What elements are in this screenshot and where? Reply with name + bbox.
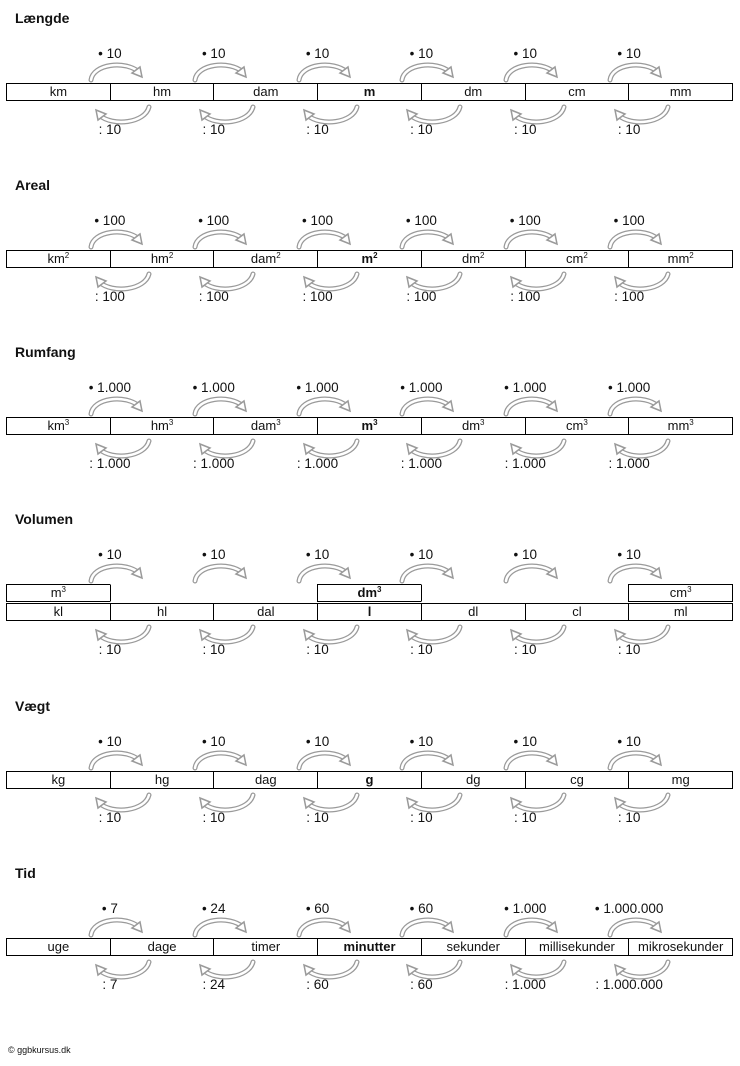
unit-cell bbox=[317, 250, 421, 268]
multiply-factor: • 10 bbox=[409, 734, 434, 749]
multiply-factor: • 10 bbox=[305, 547, 330, 562]
unit-label: m bbox=[361, 418, 374, 433]
multiply-factor: • 10 bbox=[201, 547, 226, 562]
multiply-factor: • 10 bbox=[305, 734, 330, 749]
divide-factor: : 100 bbox=[198, 289, 229, 304]
unit-cell bbox=[110, 83, 214, 101]
unit-label: dm bbox=[464, 84, 483, 99]
unit-cell bbox=[525, 417, 629, 435]
top-unit-cell bbox=[6, 584, 110, 602]
top-unit-cell bbox=[213, 584, 317, 602]
multiply-arrow-icon bbox=[85, 60, 155, 84]
unit-cell bbox=[525, 83, 629, 101]
multiply-arrow-icon bbox=[604, 561, 674, 585]
multiply-arrow-icon bbox=[396, 561, 466, 585]
unit-cell bbox=[213, 250, 317, 268]
divide-factor: : 1.000 bbox=[504, 977, 546, 992]
multiply-arrow-icon bbox=[500, 394, 570, 418]
multiply-arrow-icon bbox=[85, 227, 155, 251]
unit-cell bbox=[317, 603, 421, 621]
unit-label: dm bbox=[357, 585, 378, 600]
multiply-factor: • 1.000 bbox=[400, 380, 443, 395]
divide-factor: : 10 bbox=[617, 122, 641, 137]
unit-cell bbox=[421, 250, 525, 268]
multiply-arrow-icon bbox=[293, 748, 363, 772]
multiply-factor: • 100 bbox=[302, 213, 334, 228]
unit-row bbox=[6, 417, 733, 435]
divide-factor: : 1.000 bbox=[400, 456, 443, 471]
unit-exponent: 3 bbox=[168, 418, 174, 427]
unit-label: km bbox=[47, 251, 65, 266]
divide-factor: : 1.000.000 bbox=[595, 977, 663, 992]
multiply-factor: • 1.000 bbox=[296, 380, 339, 395]
section-3 bbox=[0, 501, 740, 666]
divide-factor: : 1.000 bbox=[296, 456, 339, 471]
multiply-factor: • 1.000.000 bbox=[594, 901, 664, 916]
unit-cell bbox=[213, 83, 317, 101]
unit-exponent: 3 bbox=[480, 418, 485, 427]
divide-factor: : 10 bbox=[410, 810, 433, 825]
unit-label: dag bbox=[254, 772, 277, 787]
section-1 bbox=[0, 167, 740, 332]
unit-label: ml bbox=[673, 604, 688, 619]
divide-factor: : 10 bbox=[306, 642, 329, 657]
unit-label: m bbox=[363, 84, 376, 99]
divide-factor: : 1.000 bbox=[193, 456, 235, 471]
section-title: Volumen bbox=[15, 511, 74, 527]
multiply-arrow-icon bbox=[500, 561, 570, 585]
divide-factor: : 1.000 bbox=[89, 456, 131, 471]
section-2 bbox=[0, 334, 740, 499]
multiply-factor: • 10 bbox=[201, 734, 226, 749]
divide-factor: : 10 bbox=[514, 810, 537, 825]
multiply-factor: • 1.000 bbox=[504, 901, 547, 916]
unit-label: kl bbox=[53, 604, 64, 619]
divide-factor: : 10 bbox=[202, 642, 225, 657]
unit-cell bbox=[421, 83, 525, 101]
unit-row bbox=[6, 771, 733, 789]
unit-label: dl bbox=[468, 604, 479, 619]
unit-exponent: 3 bbox=[583, 418, 588, 427]
unit-cell bbox=[317, 83, 421, 101]
multiply-factor: • 24 bbox=[201, 901, 226, 916]
unit-cell bbox=[525, 603, 629, 621]
multiply-arrow-icon bbox=[293, 394, 363, 418]
divide-factor: : 10 bbox=[410, 642, 433, 657]
unit-cell bbox=[628, 771, 733, 789]
unit-label: hl bbox=[157, 604, 168, 619]
unit-exponent: 3 bbox=[689, 418, 694, 427]
unit-row-top bbox=[6, 584, 733, 602]
divide-factor: : 10 bbox=[98, 122, 122, 137]
multiply-arrow-icon bbox=[293, 561, 363, 585]
multiply-arrow-icon bbox=[500, 748, 570, 772]
multiply-factor: • 7 bbox=[101, 901, 118, 916]
section-title: Længde bbox=[15, 10, 70, 26]
section-title: Vægt bbox=[15, 698, 50, 714]
unit-cell bbox=[6, 417, 110, 435]
multiply-arrow-icon bbox=[85, 561, 155, 585]
multiply-arrow-icon bbox=[85, 748, 155, 772]
unit-exponent: 3 bbox=[373, 418, 378, 427]
divide-factor: : 10 bbox=[202, 122, 225, 137]
unit-cell bbox=[421, 417, 525, 435]
multiply-factor: • 10 bbox=[513, 734, 538, 749]
unit-row bbox=[6, 83, 733, 101]
top-unit-cell bbox=[421, 584, 525, 602]
unit-label: dm bbox=[461, 418, 481, 433]
unit-label: sekunder bbox=[446, 939, 500, 954]
divide-factor: : 10 bbox=[98, 810, 122, 825]
unit-cell bbox=[110, 771, 214, 789]
unit-cell bbox=[628, 603, 733, 621]
unit-label: km bbox=[47, 418, 65, 433]
unit-cell bbox=[6, 83, 110, 101]
multiply-arrow-icon bbox=[396, 394, 466, 418]
multiply-factor: • 1.000 bbox=[608, 380, 651, 395]
unit-label: cg bbox=[570, 772, 584, 787]
multiply-arrow-icon bbox=[396, 748, 466, 772]
multiply-factor: • 10 bbox=[513, 547, 538, 562]
section-title: Areal bbox=[15, 177, 51, 193]
unit-label: hm bbox=[150, 418, 169, 433]
multiply-factor: • 100 bbox=[613, 213, 645, 228]
unit-label: millisekunder bbox=[539, 939, 615, 954]
unit-label: dam bbox=[250, 418, 277, 433]
multiply-factor: • 1.000 bbox=[88, 380, 131, 395]
unit-label: dg bbox=[466, 772, 481, 787]
multiply-arrow-icon bbox=[500, 60, 570, 84]
multiply-arrow-icon bbox=[396, 227, 466, 251]
unit-exponent: 3 bbox=[377, 585, 382, 594]
unit-cell bbox=[110, 417, 214, 435]
multiply-arrow-icon bbox=[189, 915, 259, 939]
unit-label: hm bbox=[153, 84, 172, 99]
multiply-factor: • 1.000 bbox=[504, 380, 547, 395]
multiply-arrow-icon bbox=[293, 60, 363, 84]
multiply-arrow-icon bbox=[189, 394, 259, 418]
multiply-arrow-icon bbox=[604, 60, 674, 84]
unit-cell bbox=[525, 771, 629, 789]
unit-label: dm bbox=[461, 251, 481, 266]
divide-factor: : 10 bbox=[617, 810, 641, 825]
unit-exponent: 2 bbox=[64, 251, 70, 260]
section-title: Tid bbox=[15, 865, 36, 881]
unit-exponent: 2 bbox=[276, 251, 281, 260]
divide-factor: : 1.000 bbox=[504, 456, 546, 471]
unit-cell bbox=[213, 417, 317, 435]
divide-factor: : 10 bbox=[617, 642, 641, 657]
unit-cell bbox=[110, 603, 214, 621]
unit-cell bbox=[6, 250, 110, 268]
multiply-factor: • 10 bbox=[305, 46, 330, 61]
multiply-arrow-icon bbox=[500, 227, 570, 251]
multiply-factor: • 10 bbox=[513, 46, 538, 61]
unit-cell bbox=[110, 250, 214, 268]
multiply-arrow-icon bbox=[500, 915, 570, 939]
unit-cell bbox=[628, 938, 733, 956]
unit-cell bbox=[628, 83, 733, 101]
multiply-factor: • 100 bbox=[405, 213, 437, 228]
multiply-factor: • 100 bbox=[509, 213, 541, 228]
top-unit-cell bbox=[525, 584, 629, 602]
multiply-factor: • 10 bbox=[409, 46, 434, 61]
unit-row bbox=[6, 250, 733, 268]
section-title: Rumfang bbox=[15, 344, 76, 360]
multiply-factor: • 10 bbox=[617, 734, 641, 749]
unit-row bbox=[6, 938, 733, 956]
divide-factor: : 100 bbox=[614, 289, 645, 304]
unit-label: m bbox=[361, 251, 374, 266]
divide-factor: : 100 bbox=[510, 289, 541, 304]
multiply-arrow-icon bbox=[604, 227, 674, 251]
divide-factor: : 7 bbox=[102, 977, 118, 992]
multiply-factor: • 10 bbox=[617, 46, 641, 61]
unit-cell bbox=[213, 938, 317, 956]
unit-label: mm bbox=[667, 251, 690, 266]
unit-label: cm bbox=[566, 418, 584, 433]
unit-row bbox=[6, 603, 733, 621]
unit-cell bbox=[421, 771, 525, 789]
top-unit-cell bbox=[110, 584, 214, 602]
unit-label: cm bbox=[566, 251, 584, 266]
multiply-arrow-icon bbox=[85, 394, 155, 418]
unit-label: g bbox=[365, 772, 374, 787]
unit-label: kg bbox=[51, 772, 66, 787]
divide-factor: : 24 bbox=[202, 977, 225, 992]
unit-cell bbox=[421, 603, 525, 621]
unit-cell bbox=[525, 938, 629, 956]
unit-cell bbox=[213, 771, 317, 789]
unit-label: mg bbox=[671, 772, 690, 787]
divide-factor: : 10 bbox=[98, 642, 122, 657]
divide-factor: : 100 bbox=[94, 289, 125, 304]
unit-label: dage bbox=[147, 939, 177, 954]
unit-cell bbox=[525, 250, 629, 268]
multiply-arrow-icon bbox=[189, 748, 259, 772]
divide-factor: : 10 bbox=[202, 810, 225, 825]
multiply-factor: • 10 bbox=[409, 547, 434, 562]
multiply-arrow-icon bbox=[293, 227, 363, 251]
divide-factor: : 10 bbox=[306, 122, 329, 137]
unit-label: minutter bbox=[343, 939, 396, 954]
divide-factor: : 100 bbox=[302, 289, 333, 304]
unit-cell bbox=[6, 771, 110, 789]
divide-factor: : 60 bbox=[410, 977, 433, 992]
unit-label: mm bbox=[667, 418, 690, 433]
multiply-arrow-icon bbox=[604, 915, 674, 939]
multiply-arrow-icon bbox=[604, 394, 674, 418]
unit-label: timer bbox=[251, 939, 281, 954]
section-4 bbox=[0, 688, 740, 853]
unit-cell bbox=[628, 250, 733, 268]
unit-cell bbox=[317, 417, 421, 435]
multiply-arrow-icon bbox=[189, 60, 259, 84]
copyright-footer: © ggbkursus.dk bbox=[8, 1045, 71, 1055]
unit-label: cm bbox=[669, 585, 688, 600]
unit-cell bbox=[421, 938, 525, 956]
multiply-factor: • 10 bbox=[617, 547, 641, 562]
multiply-arrow-icon bbox=[293, 915, 363, 939]
unit-label: dam bbox=[253, 84, 279, 99]
multiply-factor: • 10 bbox=[201, 46, 226, 61]
unit-cell bbox=[6, 938, 110, 956]
top-unit-cell bbox=[628, 584, 733, 602]
unit-exponent: 3 bbox=[64, 418, 70, 427]
unit-label: hm bbox=[150, 251, 169, 266]
divide-factor: : 10 bbox=[514, 642, 537, 657]
divide-factor: : 60 bbox=[306, 977, 329, 992]
divide-factor: : 10 bbox=[514, 122, 537, 137]
unit-exponent: 3 bbox=[276, 418, 281, 427]
multiply-factor: • 10 bbox=[98, 547, 122, 562]
unit-cell bbox=[6, 603, 110, 621]
unit-exponent: 2 bbox=[689, 251, 694, 260]
unit-label: mikrosekunder bbox=[638, 939, 724, 954]
multiply-factor: • 100 bbox=[94, 213, 126, 228]
unit-label: hg bbox=[154, 772, 170, 787]
multiply-arrow-icon bbox=[189, 561, 259, 585]
divide-factor: : 10 bbox=[410, 122, 433, 137]
unit-exponent: 2 bbox=[480, 251, 485, 260]
multiply-factor: • 60 bbox=[305, 901, 330, 916]
multiply-arrow-icon bbox=[604, 748, 674, 772]
unit-label: dam bbox=[250, 251, 277, 266]
multiply-arrow-icon bbox=[396, 60, 466, 84]
section-0 bbox=[0, 0, 740, 165]
multiply-factor: • 100 bbox=[198, 213, 230, 228]
unit-cell bbox=[628, 417, 733, 435]
unit-exponent: 2 bbox=[583, 251, 588, 260]
unit-label: m bbox=[50, 585, 62, 600]
divide-factor: : 100 bbox=[406, 289, 437, 304]
unit-cell bbox=[317, 771, 421, 789]
unit-cell bbox=[110, 938, 214, 956]
unit-label: cl bbox=[572, 604, 582, 619]
multiply-factor: • 10 bbox=[98, 734, 122, 749]
unit-cell bbox=[317, 938, 421, 956]
multiply-arrow-icon bbox=[396, 915, 466, 939]
unit-label: cm bbox=[568, 84, 586, 99]
unit-cell bbox=[213, 603, 317, 621]
unit-label: l bbox=[367, 604, 372, 619]
multiply-arrow-icon bbox=[189, 227, 259, 251]
unit-exponent: 3 bbox=[687, 585, 692, 594]
top-unit-cell bbox=[317, 584, 421, 602]
unit-exponent: 2 bbox=[373, 251, 378, 260]
unit-exponent: 3 bbox=[61, 585, 66, 594]
multiply-factor: • 10 bbox=[98, 46, 122, 61]
unit-exponent: 2 bbox=[168, 251, 174, 260]
multiply-factor: • 60 bbox=[409, 901, 434, 916]
unit-label: mm bbox=[669, 84, 692, 99]
unit-label: uge bbox=[47, 939, 70, 954]
divide-factor: : 10 bbox=[306, 810, 329, 825]
multiply-factor: • 1.000 bbox=[192, 380, 235, 395]
divide-factor: : 1.000 bbox=[608, 456, 650, 471]
multiply-arrow-icon bbox=[85, 915, 155, 939]
section-5 bbox=[0, 855, 740, 1020]
unit-label: km bbox=[49, 84, 68, 99]
unit-label: dal bbox=[257, 604, 275, 619]
